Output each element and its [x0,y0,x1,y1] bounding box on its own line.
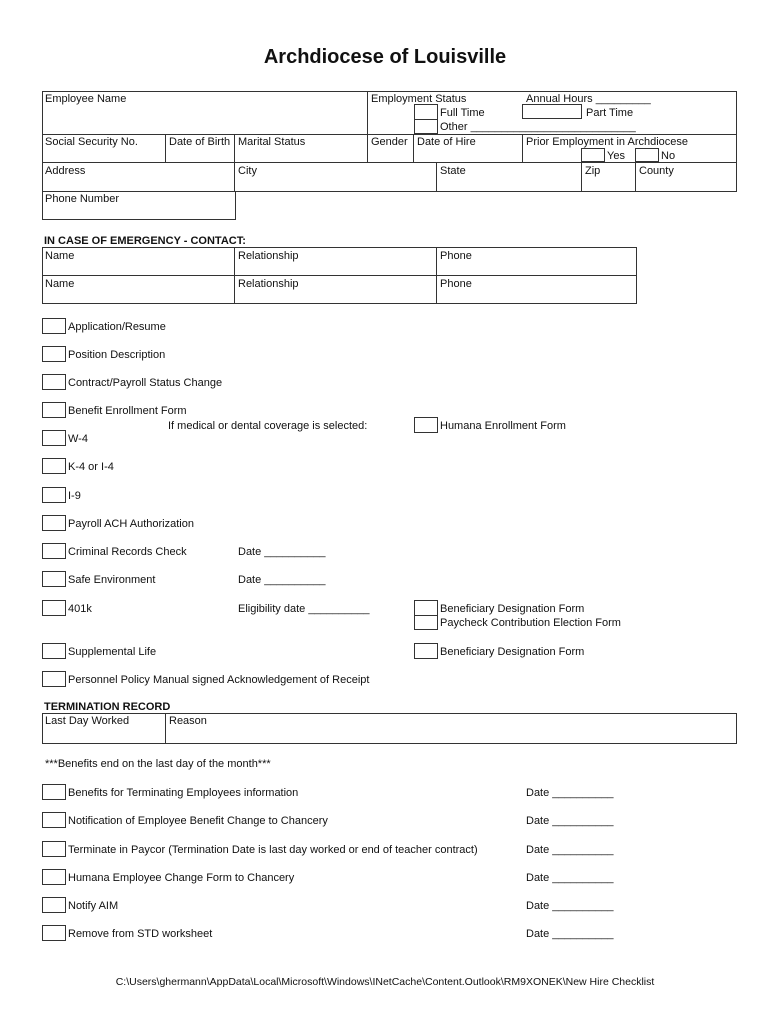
emergency-relationship-1: Relationship [238,250,299,262]
payroll-ach-label: Payroll ACH Authorization [68,518,194,530]
ssn-label: Social Security No. [45,136,138,148]
position-description-checkbox[interactable] [42,346,66,362]
humana-enrollment-checkbox[interactable] [414,417,438,433]
emergency-name-2: Name [45,278,75,290]
yes-checkbox[interactable] [581,148,605,162]
safe-environment-label: Safe Environment [68,574,156,586]
k4-checkbox[interactable] [42,458,66,474]
termination-item-date: Date __________ [526,900,614,912]
address-label: Address [45,165,86,177]
benefits-note: ***Benefits end on the last day of the month*** [45,758,271,770]
personnel-policy-checkbox[interactable] [42,671,66,687]
termination-item-date: Date __________ [526,928,614,940]
part-time-checkbox[interactable] [522,104,582,119]
position-description-label: Position Description [68,349,166,361]
paycheck-contribution-label: Paycheck Contribution Election Form [440,617,621,629]
payroll-ach-checkbox[interactable] [42,515,66,531]
termination-item-date: Date __________ [526,787,614,799]
criminal-records-label: Criminal Records Check [68,546,187,558]
w4-label: W-4 [68,433,88,445]
emergency-phone-1: Phone [440,250,472,262]
zip-label: Zip [585,165,601,177]
humana-enrollment-label: Humana Enrollment Form [440,420,566,432]
k4-label: K-4 or I-4 [68,461,114,473]
w4-checkbox[interactable] [42,430,66,446]
county-label: County [639,165,674,177]
emergency-relationship-2: Relationship [238,278,299,290]
i9-checkbox[interactable] [42,487,66,503]
termination-item-label: Remove from STD worksheet [68,928,213,940]
annual-hours-label: Annual Hours _________ [526,93,651,105]
no-checkbox[interactable] [635,148,659,162]
prior-employment-label: Prior Employment in Archdiocese [526,136,689,148]
marital-status-label: Marital Status [238,136,306,148]
termination-item-label: Humana Employee Change Form to Chancery [68,872,295,884]
termination-item-date: Date __________ [526,872,614,884]
personnel-policy-label: Personnel Policy Manual signed Acknowledgement of Receipt [68,674,370,686]
full-time-label: Full Time [440,107,485,119]
application-resume-checkbox[interactable] [42,318,66,334]
termination-item-label: Benefits for Terminating Employees information [68,787,299,799]
benefit-enrollment-label: Benefit Enrollment Form [68,405,187,417]
eligibility-date-label: Eligibility date __________ [238,603,370,615]
reason-label: Reason [169,715,207,727]
gender-label: Gender [371,136,408,148]
emergency-heading: IN CASE OF EMERGENCY - CONTACT: [44,235,246,247]
last-day-worked-label: Last Day Worked [45,715,130,727]
other-label: Other ___________________________ [440,121,636,133]
supplemental-life-checkbox[interactable] [42,643,66,659]
termination-item-date: Date __________ [526,815,614,827]
safe-environment-checkbox[interactable] [42,571,66,587]
safe-environment-date: Date __________ [238,574,326,586]
termination-item-label: Notify AIM [68,900,119,912]
termination-item-checkbox[interactable] [42,897,66,913]
beneficiary-designation-2-checkbox[interactable] [414,643,438,659]
footer-path: C:\Users\ghermann\AppData\Local\Microsoft\Windows\INetCache\Content.Outlook\RM9XONEK\New Hire Checklist [115,976,655,988]
termination-item-checkbox[interactable] [42,869,66,885]
part-time-label: Part Time [586,107,634,119]
employee-name-label: Employee Name [45,93,127,105]
k401-checkbox[interactable] [42,600,66,616]
termination-item-label: Notification of Employee Benefit Change to Chancery [68,815,328,827]
page-title: Archdiocese of Louisville [263,46,507,68]
if-medical-label: If medical or dental coverage is selected: [168,420,368,432]
no-label: No [661,150,676,162]
state-label: State [440,165,466,177]
k401-label: 401k [68,603,92,615]
i9-label: I-9 [68,490,81,502]
termination-item-date: Date __________ [526,844,614,856]
termination-item-checkbox[interactable] [42,812,66,828]
date-of-hire-label: Date of Hire [417,136,476,148]
city-label: City [238,165,257,177]
contract-payroll-label: Contract/Payroll Status Change [68,377,223,389]
beneficiary-designation-2-label: Beneficiary Designation Form [440,646,585,658]
criminal-records-date: Date __________ [238,546,326,558]
beneficiary-designation-label: Beneficiary Designation Form [440,603,585,615]
termination-item-checkbox[interactable] [42,841,66,857]
benefit-enrollment-checkbox[interactable] [42,402,66,418]
phone-number-label: Phone Number [45,193,119,205]
employment-status-label: Employment Status [371,93,467,105]
emergency-phone-2: Phone [440,278,472,290]
termination-heading: TERMINATION RECORD [44,701,171,713]
yes-label: Yes [607,150,625,162]
termination-item-label: Terminate in Paycor (Termination Date is last day worked or end of teacher contract) [68,844,478,856]
application-resume-label: Application/Resume [68,321,166,333]
dob-label: Date of Birth [169,136,231,148]
termination-item-checkbox[interactable] [42,925,66,941]
contract-payroll-checkbox[interactable] [42,374,66,390]
criminal-records-checkbox[interactable] [42,543,66,559]
supplemental-life-label: Supplemental Life [68,646,157,658]
termination-item-checkbox[interactable] [42,784,66,800]
emergency-name-1: Name [45,250,75,262]
